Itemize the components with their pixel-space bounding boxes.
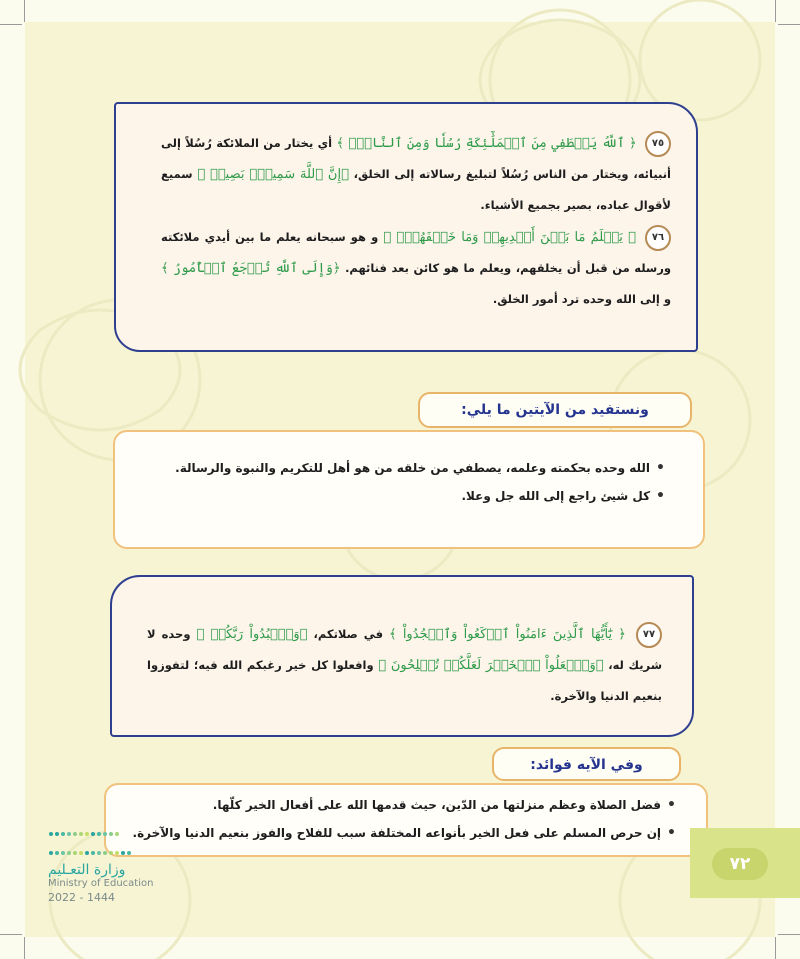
quran-verse: ﴿وَٱعۡبُدُواْ رَبَّكُمۡ ﴾ [196,627,308,642]
ayah-number-badge: ٧٥ [645,131,671,157]
ayah-number-badge: ٧٧ [636,622,662,648]
tafsir-text: وحده لا شريك له، [147,627,662,672]
benefit-item: • الله وحده بحكمته وعلمه، يصطفي من خلقه من هو أهل للتكريم والنبوة والرسالة. [125,454,665,482]
benefit-item: • كل شيئ راجع إلى الله جل وعلا. [125,482,665,510]
tafsir-box-1 [114,102,698,352]
quran-verse: ﴿ يَٰٓأَيُّهَا ٱلَّذِينَ ءَامَنُواْ ٱرۡكَعُواْ وَٱسۡجُدُواْ ﴾ [389,627,626,642]
tafsir-text: و هو سبحانه يعلم ما بين أيدي ملائكته ورسله من قبل أن يخلقهم، ويعلم ما هو كائن بعد فنائهم. [161,230,671,275]
benefit-item: • إن حرص المسلم على فعل الخير بأنواعه المختلفة سبب للفلاح والفوز بنعيم الدنيا والآخرة. [116,819,676,847]
tafsir-text: سميع لأقوال عباده، بصير بجميع الأشياء. [161,167,671,212]
benefits-title-2: وفي الآيه فوائد: [492,747,681,781]
logo-arabic: وزارة التعـليم [48,862,126,878]
benefits-box-1 [113,430,705,549]
benefits-title-1: ونستفيد من الآيتين ما يلي: [418,392,692,428]
quran-verse: ﴿ يَعۡلَمُ مَا بَيۡنَ أَيۡدِيهِمۡ وَمَا خَلۡفَهُمۡۚ ﴾ [383,230,636,245]
page-number: ٧٢ [712,848,768,880]
logo-english: Ministry of Education [48,878,154,889]
ayah-number-badge: ٧٦ [645,225,671,251]
tafsir-box-2 [110,575,694,737]
quran-verse: ﴿وَإِلَى ٱللَّهِ تُرۡجَعُ ٱلۡأُمُورُ ﴾ [161,261,341,276]
page-number-tab [690,828,800,898]
quran-verse: ﴿وَٱفۡعَلُواْ ٱلۡخَيۡرَ لَعَلَّكُمۡ تُفۡلِحُونَ ﴾ [378,658,604,673]
quran-verse: ﴿ ٱللَّهُ يَصۡطَفِي مِنَ ٱلۡمَلَٰٓئِكَةِ رُسُلٗا وَمِنَ ٱلنَّاسِۚ ﴾ [336,136,637,151]
benefit-item: • فضل الصلاة وعظم منزلتها من الدّين، حيث قدمها الله على أفعال الخير كلّها. [116,791,676,819]
tafsir-text: في صلاتكم، [313,627,383,641]
quran-verse: ﴿إِنَّ ٱللَّهَ سَمِيعُۢ بَصِيرٞ ﴾ [197,167,349,182]
tafsir-text-1 [161,128,671,220]
logo-dots-icon [48,822,188,860]
tafsir-text: وافعلوا كل خير رغبكم الله فيه؛ لتفوزوا بنعيم الدنيا والآخرة. [147,658,662,703]
tafsir-text-2 [161,222,671,314]
logo-year: 2022 - 1444 [48,891,115,904]
tafsir-text-3 [147,619,662,711]
ministry-logo [48,822,188,904]
tafsir-text: أي يختار من الملائكة رُسُلاً إلى أنبيائه، ويختار من الناس رُسُلاً لتبليغ رسالاته إلى الخلق، [161,136,671,181]
tafsir-text: و إلى الله وحده ترد أمور الخلق. [492,292,671,306]
benefits-box-2 [104,783,708,857]
